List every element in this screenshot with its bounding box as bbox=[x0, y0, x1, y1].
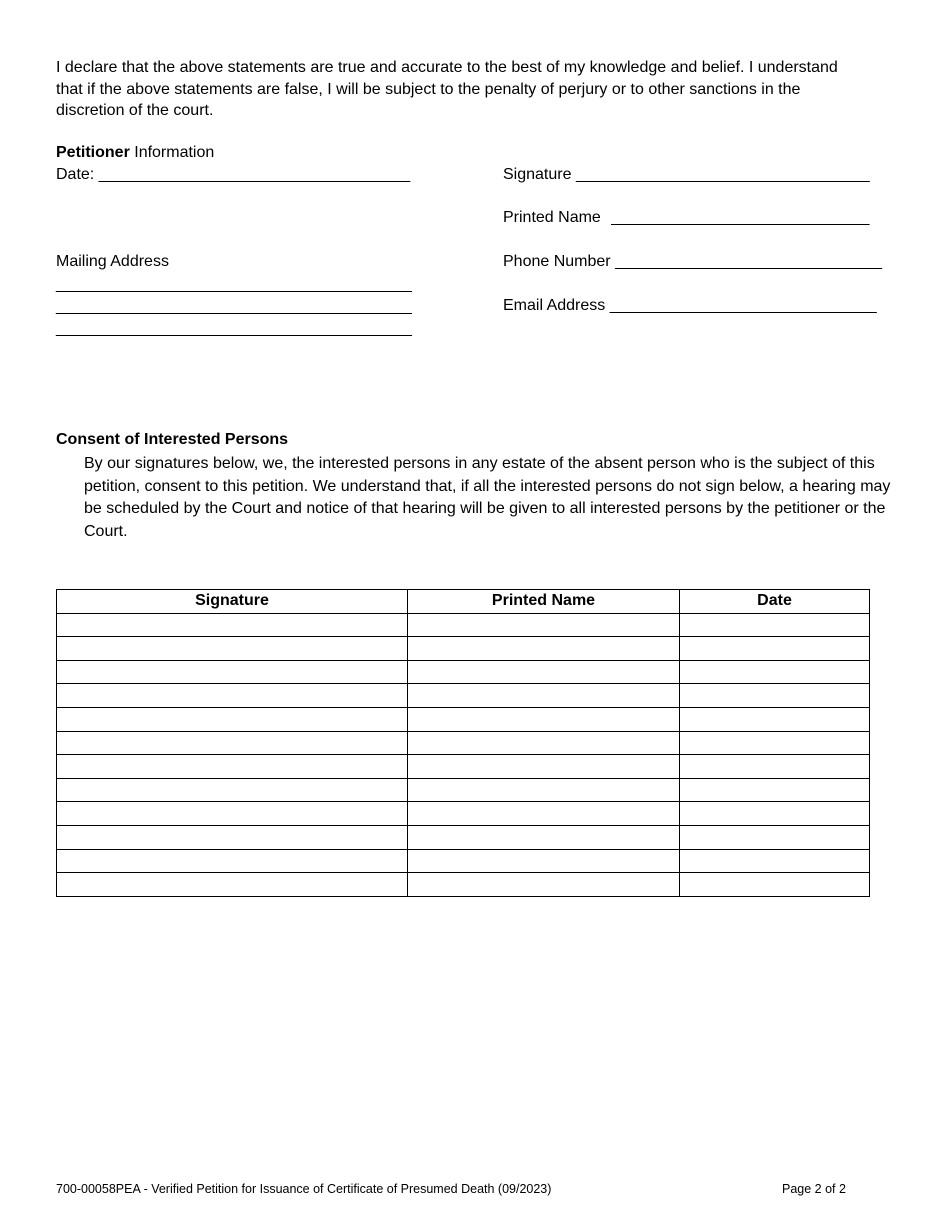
date-cell[interactable] bbox=[680, 778, 870, 802]
consent-signature-table bbox=[56, 589, 870, 897]
date-cell[interactable] bbox=[680, 613, 870, 637]
mailing-address-line-2[interactable]: ________________________________________ bbox=[56, 298, 412, 315]
phone-label: Phone Number bbox=[503, 253, 611, 270]
printed-name-cell[interactable] bbox=[408, 684, 680, 708]
column-header-date: Date bbox=[680, 590, 870, 614]
signature-cell[interactable] bbox=[57, 778, 408, 802]
petitioner-heading-rest: Information bbox=[129, 144, 215, 161]
petitioner-heading-bold: Petitioner bbox=[56, 144, 130, 161]
signature-cell[interactable] bbox=[57, 731, 408, 755]
signature-cell[interactable] bbox=[57, 802, 408, 826]
signature-cell[interactable] bbox=[57, 684, 408, 708]
signature-cell[interactable] bbox=[57, 637, 408, 661]
date-label: Date: bbox=[56, 166, 95, 183]
signature-field[interactable] bbox=[503, 166, 870, 184]
signature-blank[interactable]: _________________________________ bbox=[575, 166, 870, 183]
printed-name-label: Printed Name bbox=[503, 209, 601, 226]
signature-cell[interactable] bbox=[57, 707, 408, 731]
printed-name-cell[interactable] bbox=[408, 660, 680, 684]
date-cell[interactable] bbox=[680, 637, 870, 661]
date-cell[interactable] bbox=[680, 755, 870, 779]
signature-cell[interactable] bbox=[57, 825, 408, 849]
table-row bbox=[57, 802, 870, 826]
table-row bbox=[57, 849, 870, 873]
date-field[interactable] bbox=[56, 166, 410, 184]
printed-name-blank[interactable]: _____________________________ bbox=[611, 209, 870, 226]
signature-cell[interactable] bbox=[57, 613, 408, 637]
printed-name-cell[interactable] bbox=[408, 707, 680, 731]
table-row bbox=[57, 825, 870, 849]
table-row bbox=[57, 778, 870, 802]
printed-name-cell[interactable] bbox=[408, 849, 680, 873]
mailing-address-label: Mailing Address bbox=[56, 253, 169, 270]
table-body bbox=[57, 613, 870, 896]
table-row bbox=[57, 637, 870, 661]
petitioner-heading bbox=[56, 144, 214, 162]
email-label: Email Address bbox=[503, 297, 606, 314]
date-cell[interactable] bbox=[680, 660, 870, 684]
table-header-row bbox=[57, 590, 870, 614]
mailing-address-line-1[interactable]: ________________________________________ bbox=[56, 276, 412, 293]
phone-blank[interactable]: ______________________________ bbox=[615, 253, 883, 270]
table-row bbox=[57, 613, 870, 637]
date-cell[interactable] bbox=[680, 731, 870, 755]
printed-name-cell[interactable] bbox=[408, 731, 680, 755]
declaration-text: I declare that the above statements are true and accurate to the best of my knowledge and belief. I understand that if the above statements are false, I will be subject to the penalty of perjury or to other sanctions in the discretion of the court. bbox=[56, 59, 838, 119]
email-field[interactable] bbox=[503, 297, 877, 315]
date-cell[interactable] bbox=[680, 849, 870, 873]
date-blank[interactable]: ___________________________________ bbox=[98, 166, 411, 183]
printed-name-cell[interactable] bbox=[408, 637, 680, 661]
column-header-printed-name: Printed Name bbox=[408, 590, 680, 614]
printed-name-cell[interactable] bbox=[408, 802, 680, 826]
table-row bbox=[57, 873, 870, 897]
signature-cell[interactable] bbox=[57, 873, 408, 897]
date-cell[interactable] bbox=[680, 802, 870, 826]
printed-name-field[interactable] bbox=[503, 209, 869, 227]
date-cell[interactable] bbox=[680, 873, 870, 897]
date-cell[interactable] bbox=[680, 684, 870, 708]
phone-field[interactable] bbox=[503, 253, 882, 271]
table-row bbox=[57, 755, 870, 779]
signature-cell[interactable] bbox=[57, 755, 408, 779]
consent-heading: Consent of Interested Persons bbox=[56, 431, 289, 448]
printed-name-cell[interactable] bbox=[408, 825, 680, 849]
date-cell[interactable] bbox=[680, 825, 870, 849]
email-blank[interactable]: ______________________________ bbox=[609, 297, 877, 314]
table-row bbox=[57, 660, 870, 684]
printed-name-cell[interactable] bbox=[408, 613, 680, 637]
signature-cell[interactable] bbox=[57, 660, 408, 684]
signature-label: Signature bbox=[503, 166, 572, 183]
table-row bbox=[57, 731, 870, 755]
printed-name-cell[interactable] bbox=[408, 778, 680, 802]
column-header-signature: Signature bbox=[57, 590, 408, 614]
table-row bbox=[57, 707, 870, 731]
signature-cell[interactable] bbox=[57, 849, 408, 873]
printed-name-cell[interactable] bbox=[408, 755, 680, 779]
table-row bbox=[57, 684, 870, 708]
footer-page-number: Page 2 of 2 bbox=[782, 1182, 846, 1196]
printed-name-cell[interactable] bbox=[408, 873, 680, 897]
footer-form-id: 700-00058PEA - Verified Petition for Issuance of Certificate of Presumed Death (09/2023) bbox=[56, 1182, 552, 1196]
date-cell[interactable] bbox=[680, 707, 870, 731]
mailing-address-line-3[interactable]: ________________________________________ bbox=[56, 320, 412, 337]
consent-body: By our signatures below, we, the interested persons in any estate of the absent person who is the subject of this petition, consent to this petition. We understand that, if all the interested persons do not sign below, a hearing may be scheduled by the Court and notice of that hearing will be given to all interested persons by the petitioner or the Court. bbox=[84, 455, 891, 541]
